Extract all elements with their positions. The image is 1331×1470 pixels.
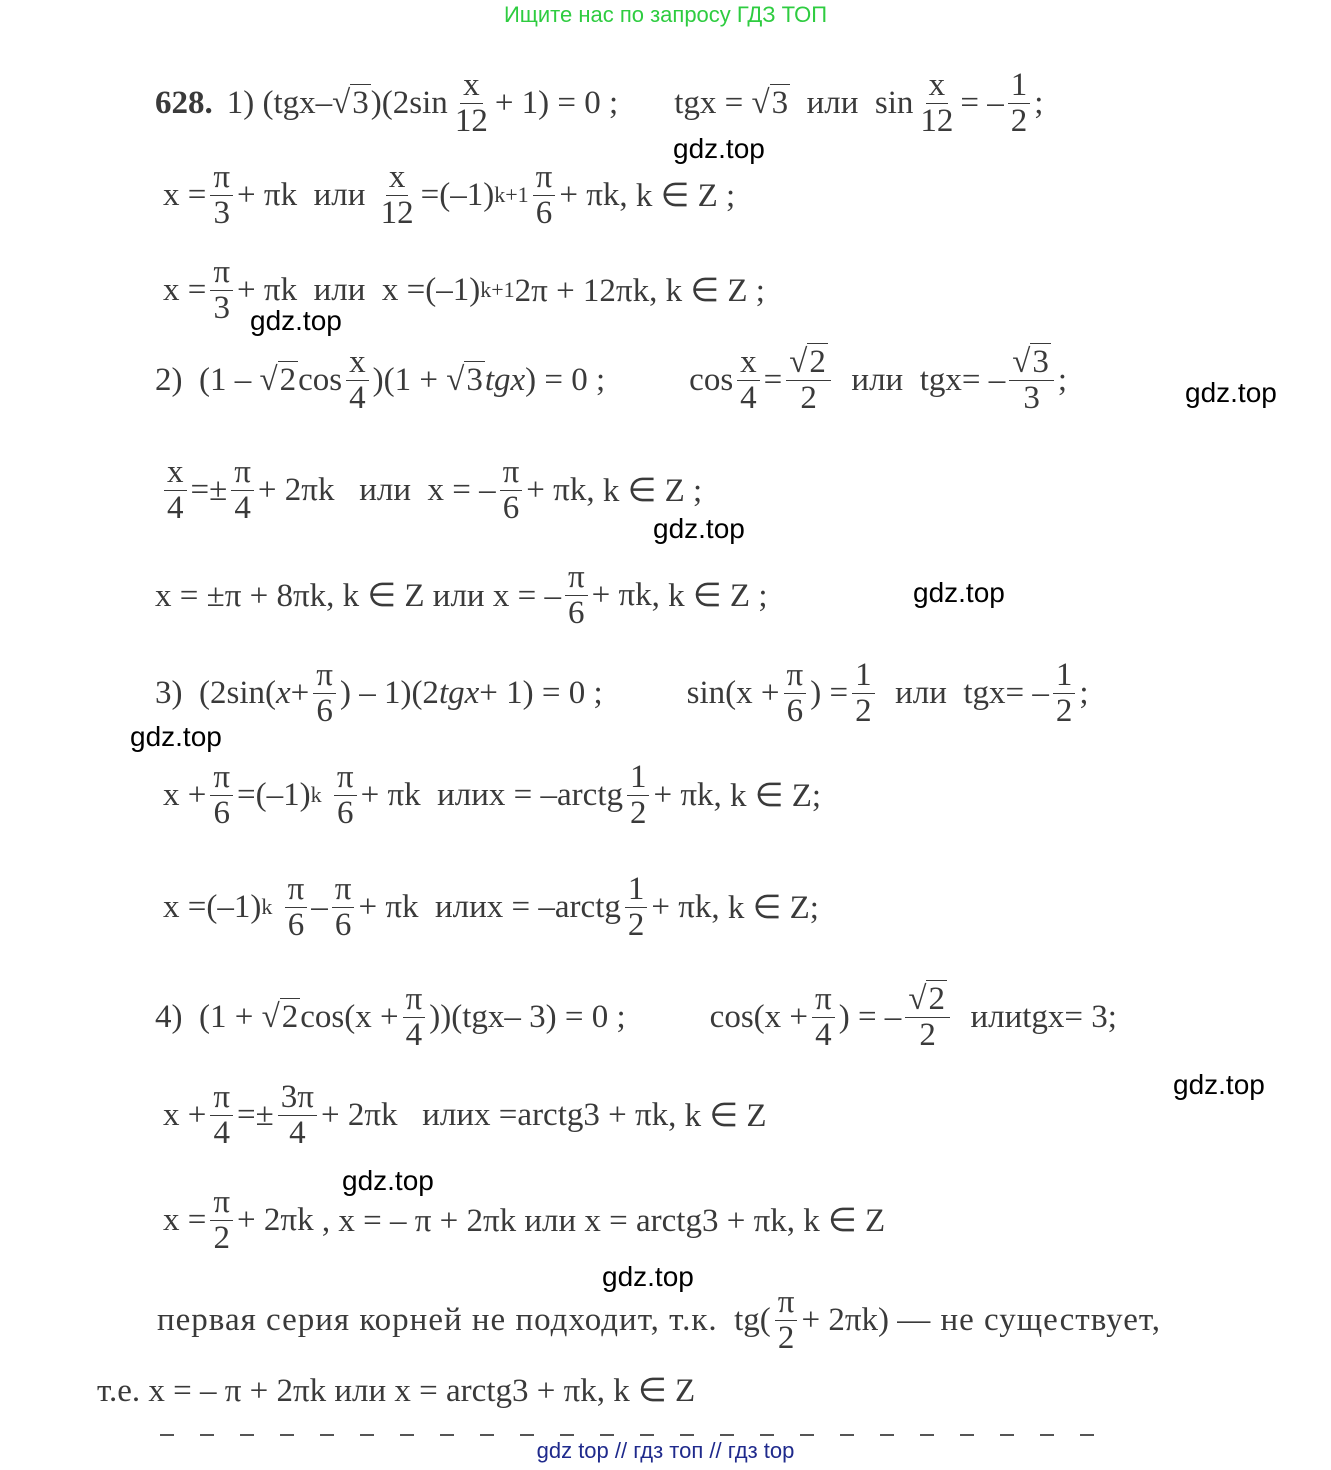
part3-step2: x = (–1) k $\frac{\pi}{6}$ – $\frac{\pi}{6}$ + πk или x = – arctg $\frac{1}{2}$ + πk , k ∈ Z; xyxy=(163,871,819,943)
denominator: 4 xyxy=(167,489,184,526)
exponent: k+1 xyxy=(480,277,515,303)
step-text: x = ±π + 8πk, k ∈ Z или x = – xyxy=(155,578,561,615)
fraction xyxy=(278,1080,317,1150)
k-in-z: , k ∈ Z ; xyxy=(651,578,768,615)
part4-equation: 4) (1 + √ 2 cos (x + $\frac{\pi}{4}$ ))( tgx – 3) = 0 ; cos (x + $\frac{\pi}{4}$ ) = – $\frac{√2}{2}$ или tgx = 3; xyxy=(155,981,1117,1053)
fraction xyxy=(812,982,835,1052)
watermark: gdz.top xyxy=(1185,377,1277,408)
pik: + πk xyxy=(591,576,652,613)
exponent: k xyxy=(261,894,273,920)
fraction xyxy=(917,68,956,138)
fraction xyxy=(775,1285,798,1355)
denominator: 2 xyxy=(627,906,645,943)
numerator: π xyxy=(784,658,807,694)
footer-watermark: gdz top // гдз топ // гдз top xyxy=(536,1438,795,1463)
denominator: 2 xyxy=(213,1219,230,1256)
conclusion-line1: первая серия корней не подходит, т.к. tg ( $\frac{\pi}{2}$ + 2πk ) — не существует, xyxy=(157,1284,1162,1356)
k-in-z: , k ∈ Z; xyxy=(711,890,819,927)
numerator: x xyxy=(460,68,483,104)
minus-one: (–1) xyxy=(425,271,481,308)
numerator: x xyxy=(386,160,409,196)
fraction xyxy=(1008,68,1031,138)
part3-step1: x + $\frac{\pi}{6}$ = (–1) k $\frac{\pi}{6}$ + πk или x = – arctg $\frac{1}{2}$ + πk , k ∈ Z; xyxy=(163,759,822,831)
watermark: gdz.top xyxy=(250,305,342,336)
sqrt-2: 2 xyxy=(928,981,945,1017)
fraction xyxy=(403,982,426,1052)
part2-equation: 2) (1 – √ 2 cos $\frac{x}{4}$ )(1 + √ 3 tgx ) = 0 ; cos $\frac{x}{4}$ = $\frac{√2}{2}$ или tgx = – $\frac{√3}{3}$ ; xyxy=(155,344,1068,416)
fraction: $\frac{√2}{2}$ xyxy=(905,982,950,1052)
denominator: 6 xyxy=(502,489,520,526)
watermark: gdz.top xyxy=(653,513,745,544)
numerator: π xyxy=(210,160,233,196)
arctg: arctg xyxy=(554,888,621,925)
part1-label: 1) xyxy=(226,84,255,121)
tgx: tgx xyxy=(674,84,717,121)
numerator: π xyxy=(210,255,233,291)
tgx: tgx xyxy=(1022,998,1065,1035)
tgx: tgx xyxy=(484,361,526,398)
denominator: 3 xyxy=(213,289,230,326)
numerator: x xyxy=(737,345,760,381)
part3-label: 3) xyxy=(155,674,183,711)
denominator: 12 xyxy=(920,102,954,139)
denominator: 4 xyxy=(740,379,757,416)
top-banner: Ищите нас по запросу ГДЗ ТОП xyxy=(503,2,828,27)
sqrt-3: 3 xyxy=(771,85,789,122)
step-text: , x = – π + 2πk или x = arctg3 + πk, k ∈ Z xyxy=(321,1203,886,1240)
part1-step1: x = $\frac{\pi}{3}$ + πk или $\frac{x}{12}$ = (–1) k+1 $\frac{\pi}{6}$ + πk , k ∈ Z ; xyxy=(163,159,736,231)
conclusion-text: — не существует, xyxy=(897,1301,1162,1338)
sqrt-2: 2 xyxy=(281,999,299,1036)
pik: + πk xyxy=(526,471,587,508)
fraction xyxy=(285,872,308,942)
watermark: gdz.top xyxy=(342,1165,434,1196)
numerator: x xyxy=(926,68,949,104)
denominator: 6 xyxy=(786,692,804,729)
or-word: или xyxy=(970,998,1023,1035)
numerator: π xyxy=(210,1080,233,1116)
numerator: π xyxy=(403,982,426,1018)
numerator: π xyxy=(210,760,233,796)
fraction xyxy=(231,455,254,525)
cos: cos xyxy=(689,361,734,398)
x: x xyxy=(276,674,291,711)
tgx: tgx xyxy=(438,674,480,711)
exponent: k+1 xyxy=(494,182,529,208)
pik: + πk xyxy=(653,776,714,813)
pik: + πk xyxy=(360,776,421,813)
exponent: k xyxy=(310,782,322,808)
conclusion-text: первая серия корней не подходит, т.к. xyxy=(157,1301,718,1338)
fraction xyxy=(452,68,491,138)
denominator: 4 xyxy=(289,1114,306,1151)
minus-one: (–1) xyxy=(255,776,311,813)
fraction xyxy=(500,455,523,525)
tgx: tgx xyxy=(919,361,962,398)
denominator: 2 xyxy=(855,692,872,729)
or-word: или xyxy=(437,776,489,813)
numerator: 3π xyxy=(278,1080,317,1116)
fraction xyxy=(313,658,336,728)
denominator: 4 xyxy=(234,489,251,526)
denominator: 2 xyxy=(629,794,647,831)
numerator: 1 xyxy=(1053,658,1076,694)
numerator: 1 xyxy=(852,658,875,694)
denominator: 2 xyxy=(800,379,817,416)
part1-step2: x = $\frac{\pi}{3}$ + πk или x = (–1) k+1 2π + 12πk, k ∈ Z ; xyxy=(163,254,765,326)
numerator: 1 xyxy=(1008,68,1031,104)
k-in-z: , k ∈ Z ; xyxy=(586,473,703,510)
part4-step2: x = $\frac{\pi}{2}$ + 2πk , x = – π + 2πk или x = arctg3 + πk, k ∈ Z xyxy=(163,1184,886,1256)
numerator: 1 xyxy=(627,760,650,796)
numerator: π xyxy=(533,160,556,196)
or-word: или xyxy=(313,176,366,213)
fraction xyxy=(210,160,233,230)
pik: + πk xyxy=(358,888,419,925)
or-word: или xyxy=(313,271,366,308)
numerator: π xyxy=(565,560,588,596)
denominator: 2 xyxy=(1010,102,1028,139)
pik: + πk xyxy=(237,176,298,213)
cos: cos xyxy=(300,998,345,1035)
pik: + πk xyxy=(559,176,620,213)
k-in-z: , k ∈ Z ; xyxy=(619,178,736,215)
fraction: $\frac{√2}{2}$ xyxy=(786,345,831,415)
denominator: 3 xyxy=(1023,379,1040,416)
sqrt-2: 2 xyxy=(279,362,297,399)
conclusion-line2 xyxy=(97,1370,695,1410)
or-word: или xyxy=(806,84,859,121)
fraction xyxy=(533,160,556,230)
fraction xyxy=(784,658,807,728)
two-pik: + 2πk xyxy=(257,471,335,508)
paren: ( xyxy=(262,84,274,121)
fraction xyxy=(210,255,233,325)
denominator: 12 xyxy=(454,102,488,139)
part4-label: 4) xyxy=(155,998,183,1035)
denominator: 6 xyxy=(316,692,333,729)
minus-one: (–1) xyxy=(439,176,495,213)
sin: sin xyxy=(686,674,726,711)
denominator: 6 xyxy=(334,906,352,943)
paren: ) xyxy=(370,84,382,121)
sin: sin xyxy=(226,674,266,711)
sin: sin xyxy=(409,84,448,121)
fraction xyxy=(332,872,355,942)
k-in-z: , k ∈ Z; xyxy=(713,778,822,815)
fraction: $\frac{√3}{3}$ xyxy=(1009,345,1054,415)
numerator: π xyxy=(231,455,254,491)
numerator: π xyxy=(775,1285,798,1321)
sin: sin xyxy=(874,84,914,121)
watermark: gdz.top xyxy=(1173,1069,1265,1100)
conclusion-text: т.е. x = – π + 2πk или x = arctg3 + πk, k ∈ Z xyxy=(97,1373,696,1409)
denominator: 4 xyxy=(815,1016,832,1053)
denominator: 2 xyxy=(777,1319,795,1356)
part4-step1: x + $\frac{\pi}{4}$ = ± $\frac{3\pi}{4}$ + 2πk или x = arctg3 + πk , k ∈ Z xyxy=(163,1079,767,1151)
numerator: π xyxy=(313,658,336,694)
sqrt-3: 3 xyxy=(1032,344,1049,380)
fraction xyxy=(852,658,875,728)
watermark: gdz.top xyxy=(673,133,765,164)
arctg: arctg xyxy=(557,776,623,813)
denominator: 6 xyxy=(535,194,553,231)
watermark: gdz.top xyxy=(130,721,222,752)
fraction xyxy=(210,1185,233,1255)
denominator: 6 xyxy=(336,794,354,831)
denominator: 4 xyxy=(213,1114,230,1151)
or-word: или xyxy=(851,361,904,398)
or-word: или xyxy=(359,471,411,508)
fraction xyxy=(210,1080,233,1150)
watermark: gdz.top xyxy=(602,1261,694,1292)
tgx: tgx xyxy=(273,84,316,121)
part2-step2 xyxy=(155,560,768,630)
cos: cos xyxy=(298,361,343,398)
fraction xyxy=(737,345,760,415)
part1-equation: 628. 1) ( tgx – √ 3 ) (2 sin $\frac{x}{12}$ + 1) = 0 ; tgx = √ 3 или sin $\frac{x}{12}$ = – $\frac{1}{2}$ ; xyxy=(155,67,1044,139)
cos: cos xyxy=(709,998,754,1035)
pik: + πk xyxy=(651,888,712,925)
tgx: tgx xyxy=(462,998,505,1035)
plus-minus: ± xyxy=(255,1096,274,1133)
or-word: или xyxy=(422,1096,475,1133)
numerator: π xyxy=(500,455,523,491)
fraction xyxy=(378,160,417,230)
arctg3: arctg3 + πk xyxy=(517,1096,669,1133)
fraction xyxy=(565,560,588,630)
numerator: x xyxy=(164,455,187,491)
fraction xyxy=(210,760,233,830)
or-word: или xyxy=(434,888,487,925)
denominator: 4 xyxy=(405,1016,423,1053)
numerator: 1 xyxy=(625,872,648,908)
denominator: 12 xyxy=(380,194,414,231)
numerator: π xyxy=(334,760,357,796)
two-pik: + 2πk xyxy=(801,1301,878,1338)
two-pik: + 2πk xyxy=(320,1096,398,1133)
denominator: 3 xyxy=(213,194,230,231)
fraction xyxy=(346,345,369,415)
minus: – xyxy=(315,84,333,121)
denominator: 2 xyxy=(1055,692,1073,729)
or-word: или xyxy=(895,674,947,711)
tg: tg xyxy=(734,1301,760,1338)
numerator: π xyxy=(332,872,355,908)
watermark: gdz.top xyxy=(913,577,1005,608)
denominator: 6 xyxy=(568,594,585,631)
fraction xyxy=(1053,658,1076,728)
fraction xyxy=(164,455,187,525)
two-pik: + 2πk xyxy=(237,1201,314,1238)
problem-number: 628. xyxy=(155,84,213,121)
denominator: 4 xyxy=(349,379,366,416)
fraction xyxy=(627,760,650,830)
k-in-z: , k ∈ Z xyxy=(668,1098,767,1135)
denominator: 6 xyxy=(213,794,230,831)
sqrt-3: 3 xyxy=(466,362,483,399)
plus-minus: ± xyxy=(209,471,228,508)
part2-label: 2) xyxy=(155,361,183,398)
fraction xyxy=(334,760,357,830)
numerator: π xyxy=(210,1185,233,1221)
minus-one: (–1) xyxy=(206,888,262,925)
sqrt-3: 3 xyxy=(352,85,369,122)
pik: + πk xyxy=(237,271,298,308)
numerator: x xyxy=(346,345,369,381)
sqrt-2: 2 xyxy=(809,344,826,380)
tail: 2π + 12πk, k ∈ Z ; xyxy=(514,273,765,310)
part3-equation: 3) (2 sin ( x + $\frac{\pi}{6}$ ) – 1)(2 tgx + 1) = 0 ; sin (x + $\frac{\pi}{6}$ ) = $\frac{1}{2}$ или tgx = – $\frac{1}{2}$ ; xyxy=(155,657,1089,729)
fraction xyxy=(625,872,648,942)
numerator: π xyxy=(285,872,308,908)
denominator: 6 xyxy=(287,906,305,943)
denominator: 2 xyxy=(919,1016,936,1053)
numerator: π xyxy=(812,982,835,1018)
part2-step1: $\frac{x}{4}$ = ± $\frac{\pi}{4}$ + 2πk или x = – $\frac{\pi}{6}$ + πk , k ∈ Z ; xyxy=(160,455,702,525)
tgx: tgx xyxy=(963,674,1006,711)
